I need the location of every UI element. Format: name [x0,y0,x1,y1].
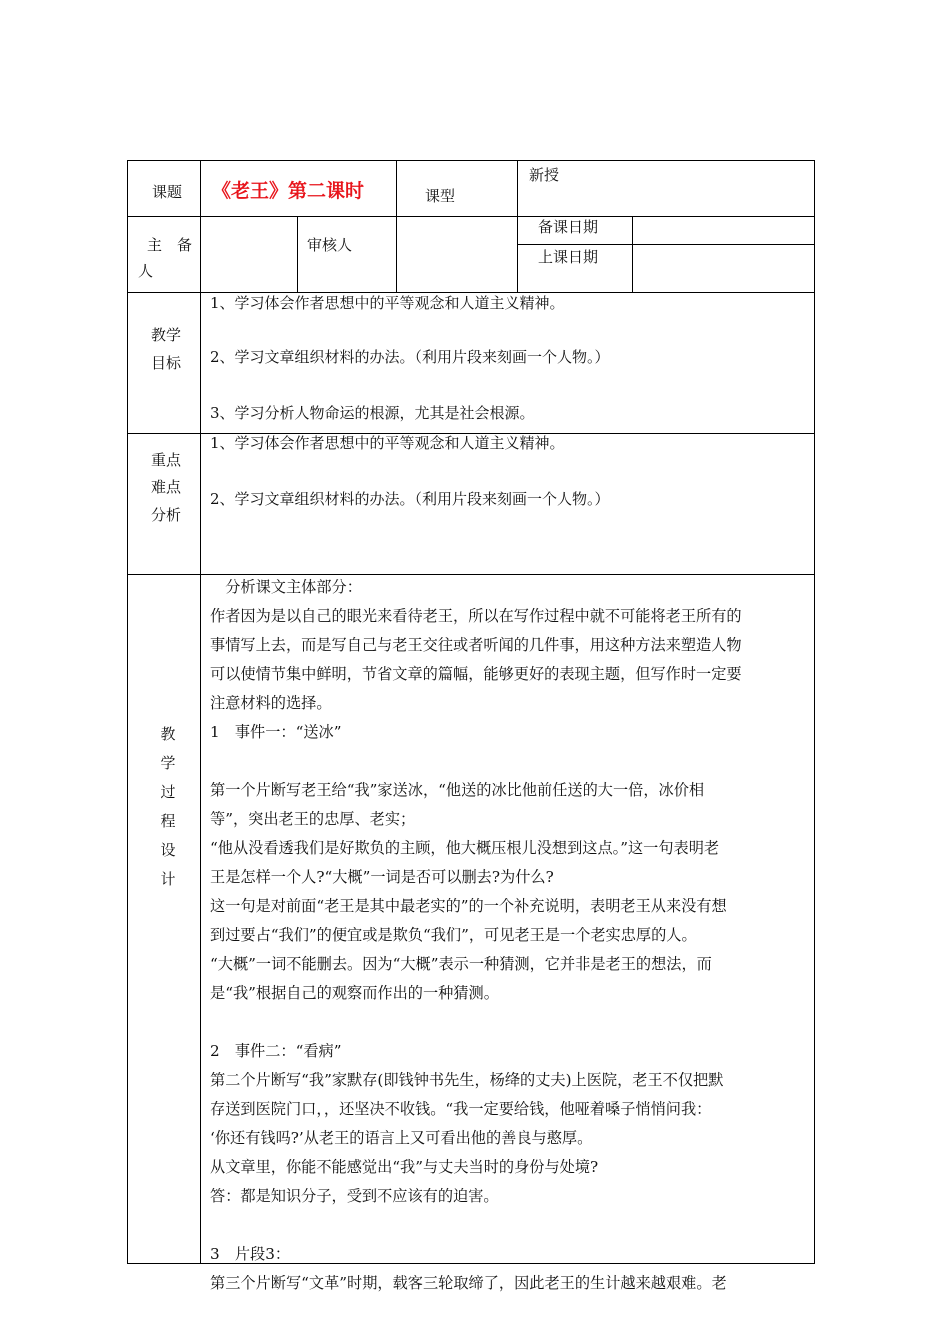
table-row-divider [127,292,815,293]
table-col-divider [297,216,298,293]
blank-line [210,747,808,776]
label-keypoints-1: 重点 [151,451,182,469]
process-line: 第二个片断写“我”家默存(即钱钟书先生，杨绛的丈夫)上医院，老王不仅把默 [210,1071,724,1089]
table-col-divider [396,216,397,293]
goal-item: 3、学习分析人物命运的根源，尤其是社会根源。 [210,404,535,422]
label-main-preparer: 主 备 [147,236,193,254]
label-process-char: 过 [160,783,176,801]
process-line: 第三个片断写“文革”时期，载客三轮取缔了，因此老王的生计越来越艰难。老 [210,1274,727,1292]
process-line: 存送到医院门口，，还坚决不收钱。“我一定要给钱，他哑着嗓子悄悄问我： [210,1100,712,1118]
label-process-char: 计 [160,870,176,888]
keypoint-item: 1、学习体会作者思想中的平等观念和人道主义精神。 [210,434,565,452]
process-line: 这一句是对前面“老王是其中最老实的”的一个补充说明，表明老王从来没有想 [210,897,727,915]
process-line: 事情写上去，而是写自己与老王交往或者听闻的几件事，用这种方法来塑造人物 [210,636,742,654]
keypoint-item: 2、学习文章组织材料的办法。（利用片段来刻画一个人物。） [210,490,610,508]
process-line: 到过要占“我们”的便宜或是欺负“我们”，可见老王是一个老实忠厚的人。 [210,926,697,944]
table-col-divider [632,216,633,293]
label-process [158,720,178,894]
process-line: “大概”一词不能删去。因为“大概”表示一种猜测，它并非是老王的想法，而 [210,955,712,973]
process-line: 是“我”根据自己的观察而作出的一种猜测。 [210,984,499,1002]
process-line: 从文章里，你能不能感觉出“我”与丈夫当时的身份与处境? [210,1158,599,1176]
process-line: 王是怎样一个人?“大概”一词是否可以删去?为什么? [210,868,554,886]
process-line: 1 事件一：“送冰” [210,723,342,741]
table-row-divider [517,244,815,245]
label-topic: 课题 [152,183,183,201]
table-col-divider [200,160,201,1264]
lesson-title: 《老王》第二课时 [212,180,365,202]
label-main-preparer-2: 人 [138,262,154,280]
process-line: 答：都是知识分子，受到不应该有的迫害。 [210,1187,499,1205]
label-keypoints-3: 分析 [151,506,182,524]
process-line: 3 片段3： [210,1245,291,1263]
table-border-right [814,160,815,1264]
label-process-char: 程 [160,812,176,830]
goal-item: 2、学习文章组织材料的办法。（利用片段来刻画一个人物。） [210,348,610,366]
table-row-divider [127,216,815,217]
label-keypoints-2: 难点 [151,478,182,496]
process-line: 分析课文主体部分： [210,578,362,596]
lesson-type-value: 新授 [529,166,560,184]
label-process-char: 设 [160,841,176,859]
label-class-date: 上课日期 [538,248,599,266]
table-border-top [127,160,815,161]
table-col-divider [517,160,518,293]
process-line: 作者因为是以自己的眼光来看待老王，所以在写作过程中就不可能将老王所有的 [210,607,742,625]
process-line: 第一个片断写老王给“我”家送冰，“他送的冰比他前任送的大一倍，冰价相 [210,781,705,799]
process-line: 可以使情节集中鲜明，节省文章的篇幅，能够更好的表现主题，但写作时一定要 [210,665,742,683]
goal-item: 1、学习体会作者思想中的平等观念和人道主义精神。 [210,294,565,312]
blank-line [210,1211,808,1240]
table-border-left [127,160,128,1264]
process-line: 注意材料的选择。 [210,694,332,712]
label-goals-2: 目标 [151,354,182,372]
process-content [210,573,808,1298]
process-line: “他从没看透我们是好欺负的主顾，他大概压根儿没想到这点。”这一句表明老 [210,839,720,857]
label-process-char: 学 [160,754,176,772]
label-reviewer: 审核人 [307,236,353,254]
table-col-divider [396,160,397,217]
label-goals-1: 教学 [151,326,182,344]
process-line: 2 事件二：“看病” [210,1042,342,1060]
process-line: 等”，突出老王的忠厚、老实； [210,810,416,828]
label-lesson-type: 课型 [425,187,456,205]
label-prep-date: 备课日期 [538,218,599,236]
label-process-char: 教 [160,725,176,743]
blank-line [210,1008,808,1037]
process-line: ‘你还有钱吗?’从老王的语言上又可看出他的善良与憨厚。 [210,1129,593,1147]
